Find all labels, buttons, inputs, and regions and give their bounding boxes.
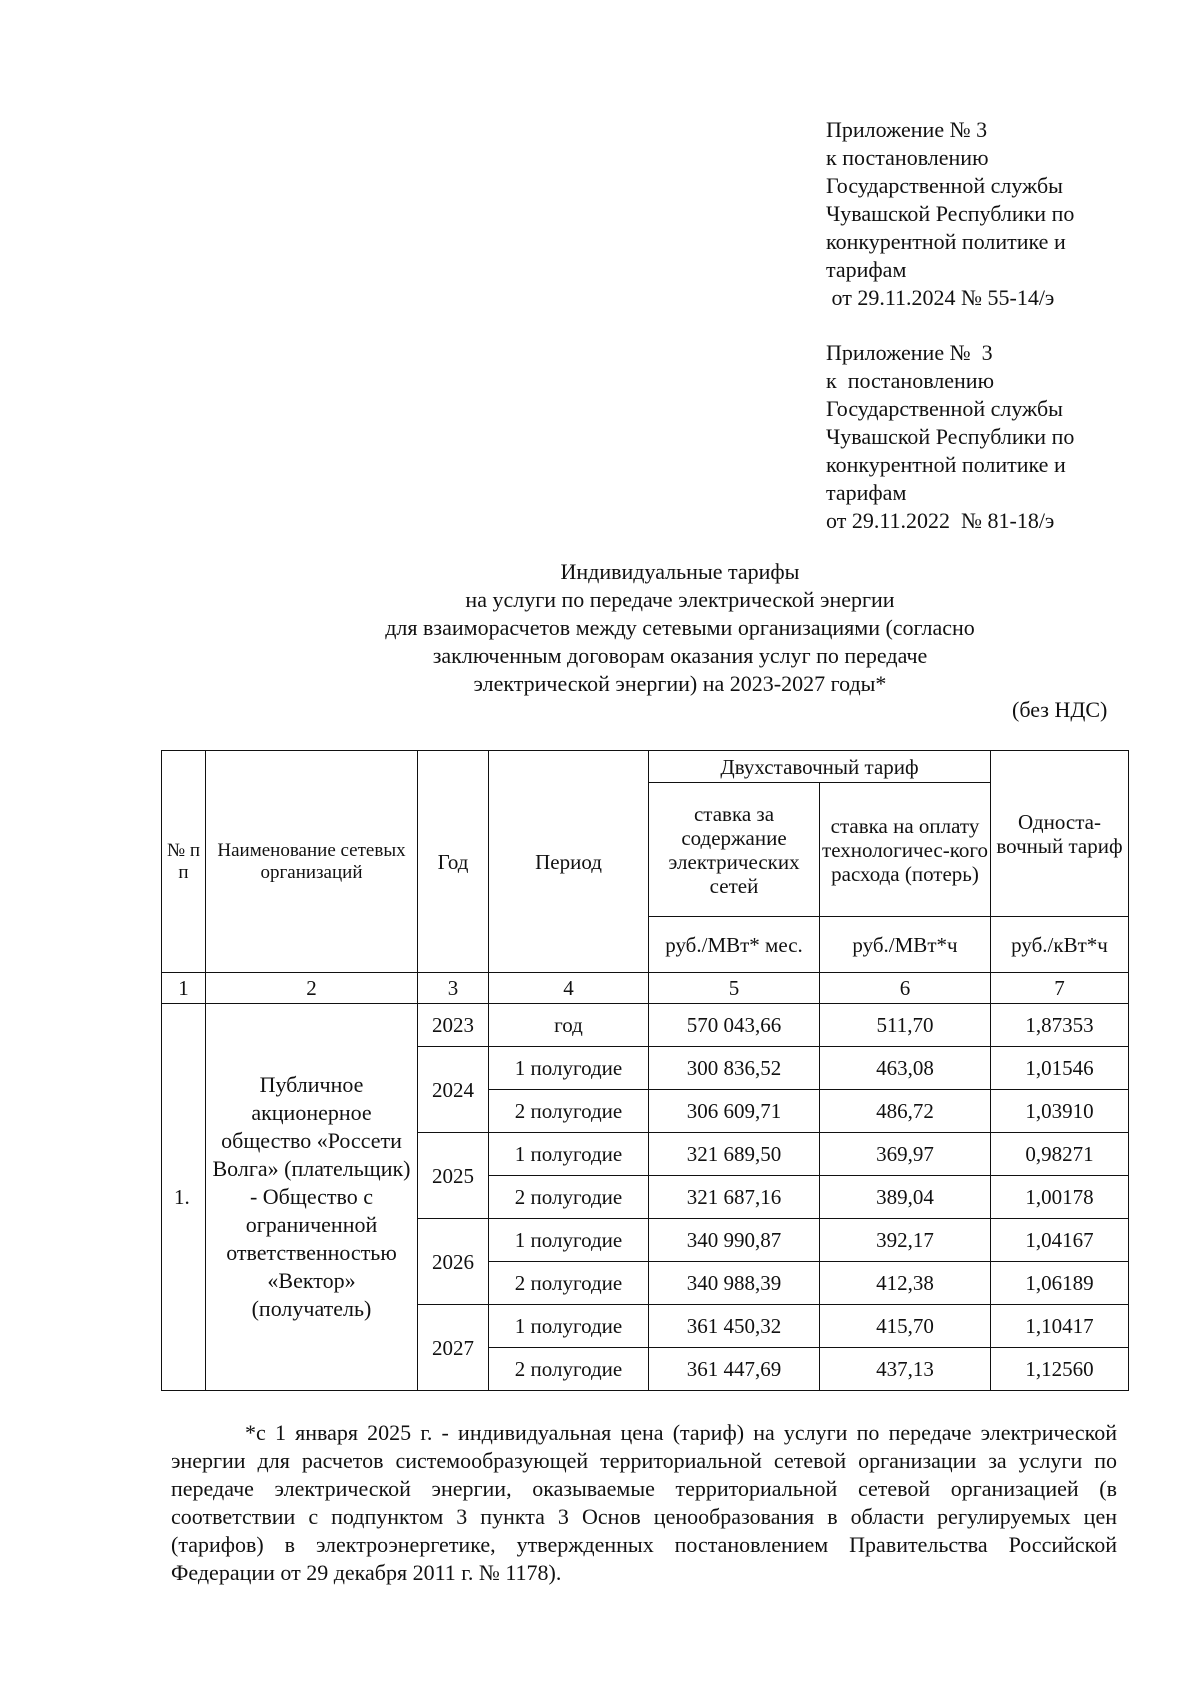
period-cell: год (489, 1004, 649, 1047)
maintenance-value: 361 447,69 (649, 1348, 820, 1391)
appendix-line: Государственной службы (826, 173, 1063, 198)
single-rate-value: 1,04167 (991, 1219, 1129, 1262)
losses-value: 486,72 (820, 1090, 991, 1133)
header-maintenance-rate: ставка за содержание электрических сетей (649, 783, 820, 917)
appendix-line: Приложение № 3 (826, 340, 993, 365)
header-two-rate-tariff: Двухставочный тариф (649, 751, 991, 783)
document-title (300, 558, 1060, 698)
losses-value: 392,17 (820, 1219, 991, 1262)
year-cell: 2027 (418, 1305, 489, 1391)
header-period: Период (489, 751, 649, 973)
tariff-table (161, 750, 1129, 1391)
period-cell: 2 полугодие (489, 1176, 649, 1219)
period-cell: 2 полугодие (489, 1348, 649, 1391)
losses-value: 412,38 (820, 1262, 991, 1305)
appendix-line: Чувашской Республики по (826, 424, 1075, 449)
appendix-line: Государственной службы (826, 396, 1063, 421)
column-number: 2 (206, 973, 418, 1004)
maintenance-value: 306 609,71 (649, 1090, 820, 1133)
column-number: 6 (820, 973, 991, 1004)
appendix-line: от 29.11.2022 № 81-18/э (826, 508, 1055, 533)
title-line: на услуги по передаче электрической энергии (465, 587, 895, 612)
period-cell: 1 полугодие (489, 1219, 649, 1262)
period-cell: 2 полугодие (489, 1090, 649, 1133)
column-number: 7 (991, 973, 1129, 1004)
single-rate-value: 1,87353 (991, 1004, 1129, 1047)
single-rate-value: 1,00178 (991, 1176, 1129, 1219)
single-rate-value: 1,10417 (991, 1305, 1129, 1348)
appendix-line: к постановлению (826, 145, 989, 170)
footnote: *с 1 января 2025 г. - индивидуальная цена (тариф) на услуги по передаче электрической энергии для расчетов системообразующей территориальной сетевой организации за услуги по передаче электрической энергии, оказываемые территориальной сетевой организацией (в соответствии с подпунктом 3 пункта 3 Основ ценообразования в области регулируемых цен (тарифов) в электроэнергетике, утвержденных постановлением Правительства Российской Федерации от 29 декабря 2011 г. № 1178). (171, 1420, 1117, 1585)
title-line: для взаиморасчетов между сетевыми организациями (согласно (385, 615, 975, 640)
title-line: заключенным договорам оказания услуг по передаче (432, 643, 928, 668)
title-line: Индивидуальные тарифы (560, 559, 800, 584)
losses-value: 437,13 (820, 1348, 991, 1391)
appendix-line: тарифам (826, 257, 907, 282)
maintenance-value: 321 687,16 (649, 1176, 820, 1219)
appendix-line: тарифам (826, 480, 907, 505)
maintenance-value: 340 990,87 (649, 1219, 820, 1262)
appendix-original-block (826, 339, 1146, 535)
header-organization-name: Наименование сетевых организаций (206, 751, 418, 973)
losses-value: 389,04 (820, 1176, 991, 1219)
losses-value: 511,70 (820, 1004, 991, 1047)
appendix-line: Чувашской Республики по (826, 201, 1075, 226)
year-cell: 2025 (418, 1133, 489, 1219)
period-cell: 1 полугодие (489, 1305, 649, 1348)
single-rate-value: 0,98271 (991, 1133, 1129, 1176)
appendix-current-block (826, 116, 1146, 312)
period-cell: 2 полугодие (489, 1262, 649, 1305)
table-row (162, 1004, 1129, 1047)
appendix-line: конкурентной политике и (826, 229, 1066, 254)
row-number: 1. (162, 1004, 206, 1391)
maintenance-value: 300 836,52 (649, 1047, 820, 1090)
maintenance-value: 570 043,66 (649, 1004, 820, 1047)
title-line: электрической энергии) на 2023-2027 годы* (473, 671, 887, 696)
column-number: 1 (162, 973, 206, 1004)
column-number: 4 (489, 973, 649, 1004)
year-cell: 2026 (418, 1219, 489, 1305)
unit-losses: руб./МВт*ч (820, 917, 991, 973)
year-cell: 2024 (418, 1047, 489, 1133)
header-year: Год (418, 751, 489, 973)
organization-name: Публичное акционерное общество «Россети Волга» (плательщик) - Общество с ограниченной ответственностью «Вектор» (получатель) (206, 1004, 418, 1391)
single-rate-value: 1,06189 (991, 1262, 1129, 1305)
appendix-line: от 29.11.2024 № 55-14/э (826, 285, 1055, 310)
maintenance-value: 340 988,39 (649, 1262, 820, 1305)
appendix-line: к постановлению (826, 368, 995, 393)
unit-maintenance: руб./МВт* мес. (649, 917, 820, 973)
vat-note: (без НДС) (1012, 697, 1108, 722)
header-losses-rate: ставка на оплату технологичес-кого расхода (потерь) (820, 783, 991, 917)
header-single-rate-tariff: Односта-вочный тариф (991, 751, 1129, 917)
single-rate-value: 1,03910 (991, 1090, 1129, 1133)
period-cell: 1 полугодие (489, 1047, 649, 1090)
losses-value: 415,70 (820, 1305, 991, 1348)
single-rate-value: 1,12560 (991, 1348, 1129, 1391)
losses-value: 369,97 (820, 1133, 991, 1176)
maintenance-value: 321 689,50 (649, 1133, 820, 1176)
unit-single-rate: руб./кВт*ч (991, 917, 1129, 973)
single-rate-value: 1,01546 (991, 1047, 1129, 1090)
losses-value: 463,08 (820, 1047, 991, 1090)
maintenance-value: 361 450,32 (649, 1305, 820, 1348)
year-cell: 2023 (418, 1004, 489, 1047)
appendix-line: конкурентной политике и (826, 452, 1066, 477)
column-number: 5 (649, 973, 820, 1004)
header-num: № п п (162, 751, 206, 973)
appendix-line: Приложение № 3 (826, 117, 988, 142)
period-cell: 1 полугодие (489, 1133, 649, 1176)
column-number: 3 (418, 973, 489, 1004)
